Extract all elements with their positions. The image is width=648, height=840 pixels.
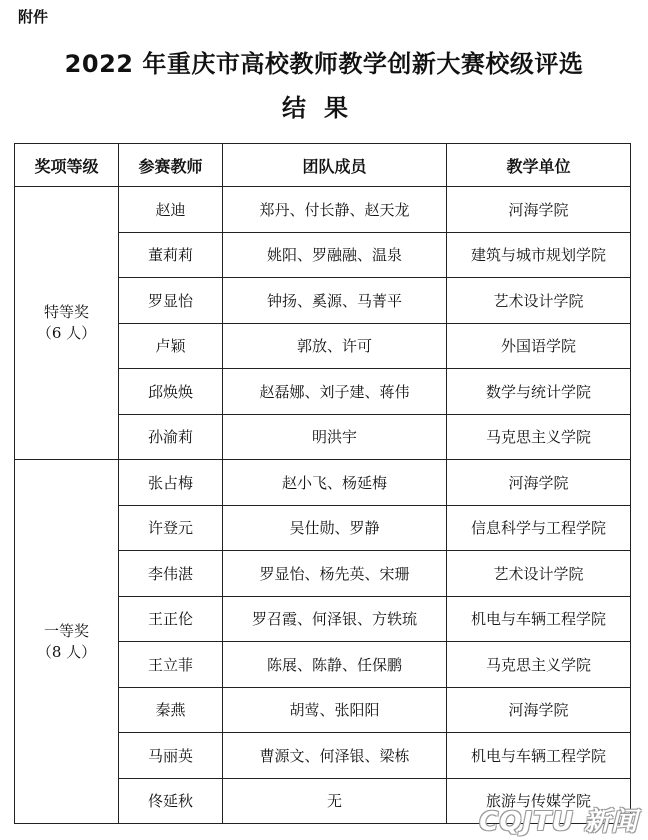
header-award: 奖项等级	[15, 144, 119, 187]
table-header-row	[15, 144, 631, 187]
award-count: （8 人）	[36, 642, 97, 661]
members-cell: 胡莺、张阳阳	[223, 687, 447, 733]
members-cell: 郭放、许可	[223, 323, 447, 369]
attachment-label: 附件	[18, 8, 49, 26]
unit-cell: 艺术设计学院	[447, 278, 631, 324]
header-unit: 教学单位	[447, 144, 631, 187]
award-count: （6 人）	[36, 324, 97, 342]
teacher-cell: 卢颖	[119, 323, 223, 369]
document-title-line2: 结果	[282, 94, 366, 122]
teacher-cell: 李伟湛	[119, 551, 223, 597]
teacher-cell: 董莉莉	[119, 232, 223, 278]
unit-cell: 机电与车辆工程学院	[447, 596, 631, 642]
unit-cell: 河海学院	[447, 460, 631, 506]
members-cell: 无	[223, 778, 447, 824]
teacher-cell: 王立菲	[119, 642, 223, 688]
members-cell: 明洪宇	[223, 414, 447, 460]
members-cell: 吴仕勋、罗静	[223, 505, 447, 551]
members-cell: 郑丹、付长静、赵天龙	[223, 187, 447, 233]
unit-cell: 建筑与城市规划学院	[447, 232, 631, 278]
award-level-cell	[15, 460, 119, 824]
members-cell: 罗显怡、杨先英、宋珊	[223, 551, 447, 597]
watermark-logo: CQJTU 新闻	[479, 807, 638, 837]
unit-cell: 信息科学与工程学院	[447, 505, 631, 551]
teacher-cell: 张占梅	[119, 460, 223, 506]
unit-cell: 外国语学院	[447, 323, 631, 369]
unit-cell: 河海学院	[447, 687, 631, 733]
unit-cell: 数学与统计学院	[447, 369, 631, 415]
table-row	[15, 460, 631, 506]
teacher-cell: 赵迪	[119, 187, 223, 233]
teacher-cell: 秦燕	[119, 687, 223, 733]
teacher-cell: 王正伦	[119, 596, 223, 642]
table-body	[15, 187, 631, 824]
teacher-cell: 孙渝莉	[119, 414, 223, 460]
teacher-cell: 佟延秋	[119, 778, 223, 824]
members-cell: 陈展、陈静、任保鹏	[223, 642, 447, 688]
members-cell: 罗召霞、何泽银、方轶琉	[223, 596, 447, 642]
document-title-line1: 2022 年重庆市高校教师教学创新大赛校级评选	[64, 50, 584, 78]
members-cell: 曹源文、何泽银、梁栋	[223, 733, 447, 779]
award-name: 特等奖	[43, 303, 89, 321]
unit-cell: 马克思主义学院	[447, 414, 631, 460]
header-members: 团队成员	[223, 144, 447, 187]
teacher-cell: 马丽英	[119, 733, 223, 779]
unit-cell: 旅游与传媒学院	[447, 778, 631, 824]
teacher-cell: 许登元	[119, 505, 223, 551]
unit-cell: 艺术设计学院	[447, 551, 631, 597]
unit-cell: 河海学院	[447, 187, 631, 233]
members-cell: 钟扬、奚源、马菁平	[223, 278, 447, 324]
award-name: 一等奖	[43, 621, 89, 640]
teacher-cell: 罗显怡	[119, 278, 223, 324]
results-table	[14, 143, 631, 824]
table-row	[15, 187, 631, 233]
members-cell: 姚阳、罗融融、温泉	[223, 232, 447, 278]
teacher-cell: 邱焕焕	[119, 369, 223, 415]
unit-cell: 马克思主义学院	[447, 642, 631, 688]
header-teacher: 参赛教师	[119, 144, 223, 187]
award-level-cell	[15, 187, 119, 460]
unit-cell: 机电与车辆工程学院	[447, 733, 631, 779]
members-cell: 赵磊娜、刘子建、蒋伟	[223, 369, 447, 415]
members-cell: 赵小飞、杨延梅	[223, 460, 447, 506]
